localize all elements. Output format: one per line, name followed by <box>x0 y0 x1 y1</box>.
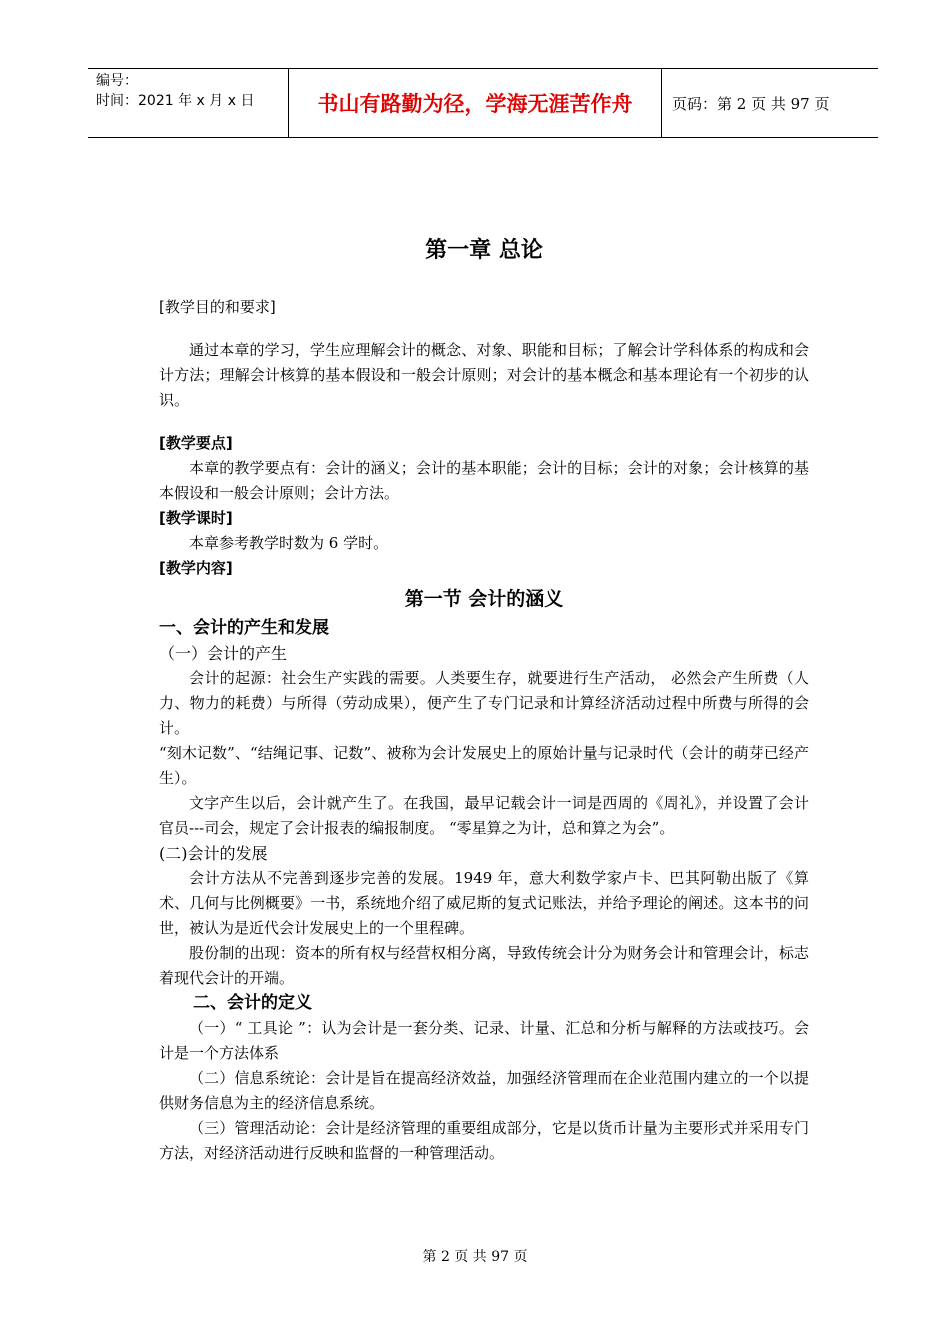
paragraph-joint-stock: 股份制的出现：资本的所有权与经营权相分离，导致传统会计分为财务会计和管理会计，标志着现代会计的开端。 <box>159 944 809 987</box>
document-body <box>159 230 809 1166</box>
key-points-text: 本章的教学要点有：会计的涵义；会计的基本职能；会计的目标；会计的对象；会计核算的基本假设和一般会计原则；会计方法。 <box>159 459 809 502</box>
page-header <box>88 68 878 138</box>
paragraph-origin: 会计的起源：社会生产实践的需要。人类要生存，就要进行生产活动， 必然会产生所费（人力、物力的耗费）与所得（劳动成果），便产生了专门记录和计算经济活动过程中所费与所得的会计。 <box>159 669 809 737</box>
page-info-text: 页码：第 2 页 共 97 页 <box>672 94 830 113</box>
heading-origin-development: 一、会计的产生和发展 <box>159 618 329 638</box>
subheading-development: (二)会计的发展 <box>159 844 268 863</box>
paragraph-development: 会计方法从不完善到逐步完善的发展。1949 年，意大利数学家卢卡、巴其阿勒出版了《算术、几何与比例概要》一书，系统地介绍了威尼斯的复式记账法，并给予理论的阐述。这本书的问世，被认为是近代会计发展史上的一个里程碑。 <box>159 869 809 937</box>
chapter-title: 第一章 总论 <box>425 238 543 263</box>
key-points-label: [教学要点] <box>159 434 233 452</box>
subheading-origin: （一）会计的产生 <box>159 644 288 663</box>
objectives-text: 通过本章的学习，学生应理解会计的概念、对象、职能和目标；了解会计学科体系的构成和会计方法；理解会计核算的基本假设和一般会计原则；对会计的基本概念和基本理论有一个初步的认识。 <box>159 341 809 409</box>
content-label: [教学内容] <box>159 559 233 577</box>
code-label: 编号： <box>96 73 138 89</box>
paragraph-primitive-records: “刻木记数”、“结绳记事、记数”、被称为会计发展史上的原始计量与记录时代（会计的萌芽已经产生）。 <box>159 744 809 787</box>
header-meta <box>88 69 288 137</box>
definition-management-activity: （三）管理活动论：会计是经济管理的重要组成部分，它是以货币计量为主要形式并采用专门方法，对经济活动进行反映和监督的一种管理活动。 <box>159 1119 809 1162</box>
header-motto <box>288 69 662 137</box>
definition-information-system: （二）信息系统论：会计是旨在提高经济效益，加强经济管理而在企业范围内建立的一个以提供财务信息为主的经济信息系统。 <box>159 1069 809 1112</box>
motto-text: 书山有路勤为径，学海无涯苦作舟 <box>317 91 633 116</box>
objectives-label: [教学目的和要求] <box>159 298 276 316</box>
definition-tool-theory: （一）“ 工具论 ”：认为会计是一套分类、记录、计量、汇总和分析与解释的方法或技巧。会计是一个方法体系 <box>159 1019 809 1062</box>
hours-label: [教学课时] <box>159 509 233 527</box>
paragraph-writing: 文字产生以后，会计就产生了。在我国，最早记载会计一词是西周的《周礼》，并设置了会计官员---司会，规定了会计报表的编报制度。 “零星算之为计，总和算之为会”。 <box>159 794 809 837</box>
page-footer: 第 2 页 共 97 页 <box>422 1249 528 1265</box>
hours-text: 本章参考教学时数为 6 学时。 <box>189 534 389 552</box>
heading-definition: 二、会计的定义 <box>193 993 312 1013</box>
time-label: 时间：2021 年 x 月 x 日 <box>96 93 255 109</box>
header-page-info <box>662 69 878 137</box>
section-title: 第一节 会计的涵义 <box>404 588 564 610</box>
